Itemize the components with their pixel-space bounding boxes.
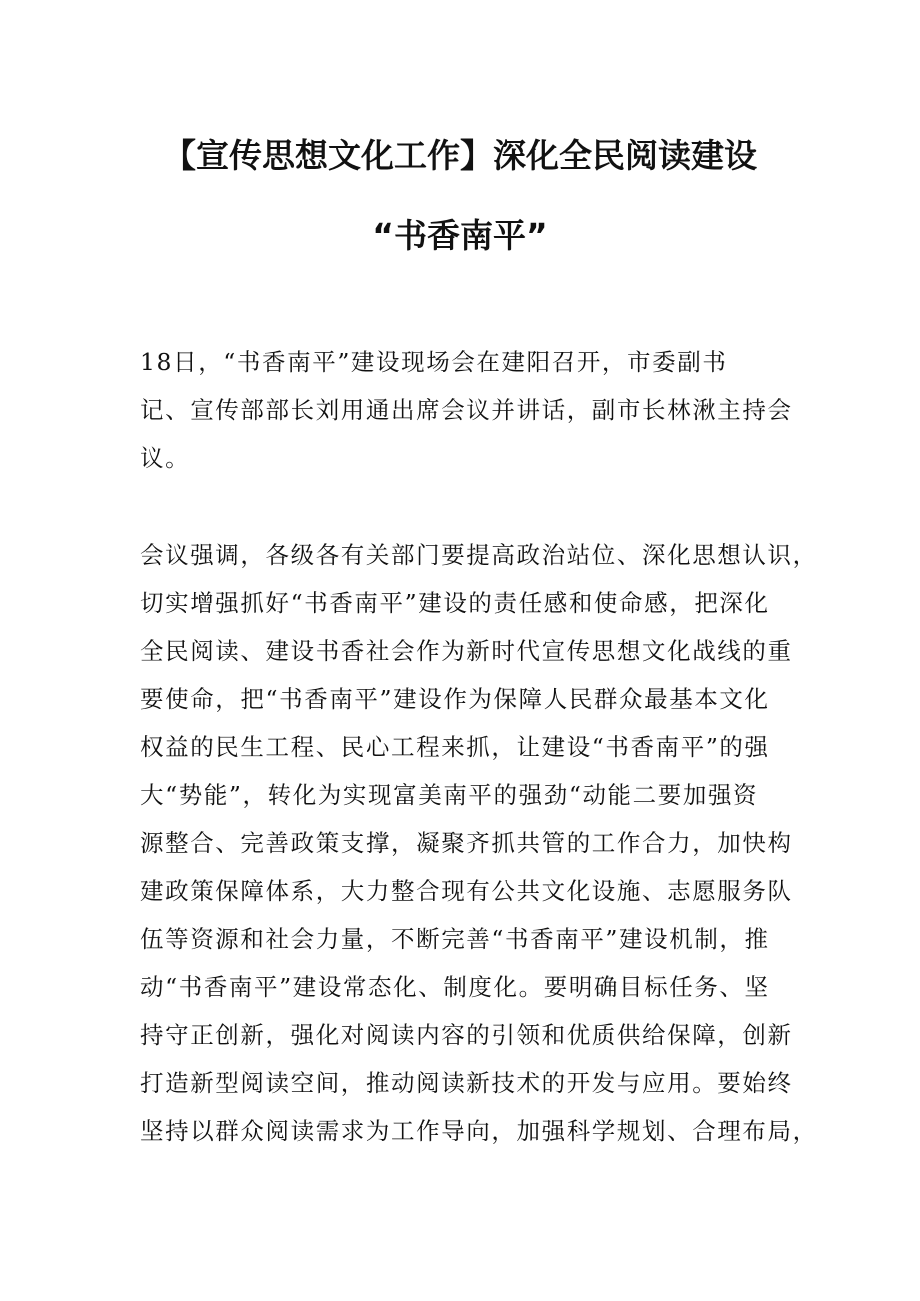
document-title-line-1: 【宣传思想文化工作】深化全民阅读建设 <box>163 136 757 175</box>
paragraph-line: 议。 <box>140 444 191 472</box>
document-title-line-2: “书香南平” <box>372 216 548 255</box>
paragraph-line: 要使命，把“书香南平”建设作为保障人民群众最基本文化 <box>140 685 770 713</box>
paragraph-2 <box>140 531 818 1155</box>
paragraph-line: 打造新型阅读空间，推动阅读新技术的开发与应用。要始终 <box>140 1069 793 1097</box>
paragraph-line: 会议强调，各级各有关部门要提高政治站位、深化思想认识， <box>140 541 818 569</box>
paragraph-line: 权益的民生工程、民心工程来抓，让建设“书香南平”的强 <box>140 733 770 761</box>
paragraph-line: 伍等资源和社会力量，不断完善“书香南平”建设机制，推 <box>140 925 770 953</box>
paragraph-line: 建政策保障体系，大力整合现有公共文化设施、志愿服务队 <box>140 877 793 905</box>
paragraph-line: 持守正创新，强化对阅读内容的引领和优质供给保障，创新 <box>140 1021 793 1049</box>
paragraph-line: 坚持以群众阅读需求为工作导向，加强科学规划、合理布局， <box>140 1117 818 1145</box>
paragraph-line: 切实增强抓好“书香南平”建设的责任感和使命感，把深化 <box>140 589 770 617</box>
paragraph-line: 大“势能”，转化为实现富美南平的强劲“动能二要加强资 <box>140 781 759 809</box>
paragraph-line: 记、宣传部部长刘用通出席会议并讲话，副市长林湫主持会 <box>140 396 793 424</box>
paragraph-line: 源整合、完善政策支撑，凝聚齐抓共管的工作合力，加快构 <box>140 829 793 857</box>
paragraph-line: 全民阅读、建设书香社会作为新时代宣传思想文化战线的重 <box>140 637 793 665</box>
paragraph-line: 动“书香南平”建设常态化、制度化。要明确目标任务、坚 <box>140 973 770 1001</box>
paragraph-1 <box>140 338 793 482</box>
paragraph-line: 18日，“书香南平”建设现场会在建阳召开，市委副书 <box>140 348 728 376</box>
